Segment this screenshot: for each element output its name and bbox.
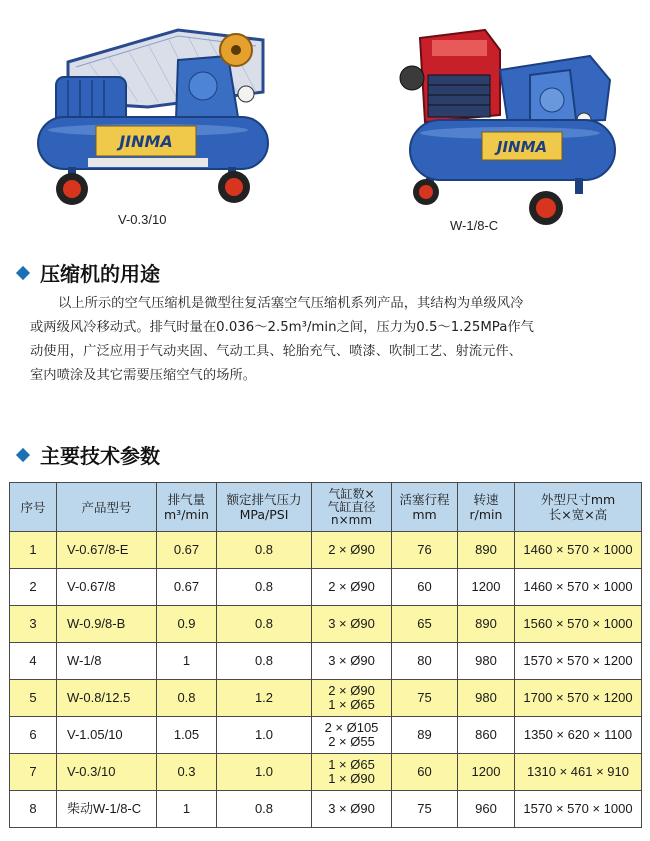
cell-size: 1700 × 570 × 1200: [515, 680, 642, 717]
usage-line-1: 以上所示的空气压缩机是微型往复活塞空气压缩机系列产品，其结构为单级风冷: [58, 296, 524, 311]
cell-speed: 890: [458, 606, 515, 643]
cell-speed: 980: [458, 643, 515, 680]
cell-model: V-0.3/10: [57, 754, 157, 791]
usage-line-3: 动使用，广泛应用于气动夹固、气动工具、轮胎充气、喷漆、吹制工艺、射流元件、: [30, 344, 522, 359]
cell-speed: 1200: [458, 754, 515, 791]
diamond-bullet-icon: [16, 447, 30, 461]
cell-size: 1350 × 620 × 1100: [515, 717, 642, 754]
table-row: [10, 606, 642, 643]
cell-model: 柴动W-1/8-C: [57, 791, 157, 828]
cell-speed: 980: [458, 680, 515, 717]
cell-speed: 890: [458, 532, 515, 569]
table-row: [10, 680, 642, 717]
cell-no: 8: [10, 791, 57, 828]
brand-logo-2: JINMA: [496, 138, 548, 156]
table-row: [10, 643, 642, 680]
usage-line-4: 室内喷涂及其它需要压缩空气的场所。: [30, 368, 257, 383]
cell-no: 5: [10, 680, 57, 717]
cell-stroke: 80: [392, 643, 458, 680]
cell-cyl: 3 × Ø90: [312, 791, 392, 828]
cell-flow: 1: [157, 791, 217, 828]
cell-flow: 1.05: [157, 717, 217, 754]
cell-model: W-0.8/12.5: [57, 680, 157, 717]
cell-no: 1: [10, 532, 57, 569]
cell-stroke: 60: [392, 569, 458, 606]
cell-stroke: 65: [392, 606, 458, 643]
cell-size: 1570 × 570 × 1000: [515, 791, 642, 828]
cell-cyl: 2 × Ø90: [312, 532, 392, 569]
cell-size: 1310 × 461 × 910: [515, 754, 642, 791]
col-header-model: 产品型号: [57, 483, 157, 532]
col-header-speed: 转速 r/min: [458, 483, 515, 532]
spec-table: [9, 482, 642, 828]
usage-line-2: 或两级风冷移动式。排气时量在0.036～2.5m³/min之间，压力为0.5～1.25MPa作气: [30, 320, 534, 335]
cell-pressure: 0.8: [217, 643, 312, 680]
specs-heading: [18, 440, 160, 469]
cell-model: V-0.67/8: [57, 569, 157, 606]
cell-pressure: 1.0: [217, 717, 312, 754]
cell-flow: 0.67: [157, 569, 217, 606]
usage-paragraph: [30, 292, 622, 388]
cell-pressure: 0.8: [217, 569, 312, 606]
table-row: [10, 717, 642, 754]
compressor-w18c-photo: [390, 20, 626, 230]
cell-pressure: 1.0: [217, 754, 312, 791]
cell-flow: 0.3: [157, 754, 217, 791]
table-row: [10, 754, 642, 791]
col-header-cylinder: 气缸数× 气缸直径 n×mm: [312, 483, 392, 532]
col-header-no: 序号: [10, 483, 57, 532]
cell-flow: 0.67: [157, 532, 217, 569]
cell-cyl: 2 × Ø90 1 × Ø65: [312, 680, 392, 717]
cell-stroke: 60: [392, 754, 458, 791]
brand-logo-1: JINMA: [119, 132, 173, 151]
diamond-bullet-icon: [16, 265, 30, 279]
usage-heading: [18, 258, 160, 287]
cell-no: 3: [10, 606, 57, 643]
cell-no: 2: [10, 569, 57, 606]
cell-model: W-1/8: [57, 643, 157, 680]
compressor-v03-caption: V-0.3/10: [118, 212, 167, 227]
cell-no: 7: [10, 754, 57, 791]
cell-stroke: 76: [392, 532, 458, 569]
cell-flow: 0.9: [157, 606, 217, 643]
cell-cyl: 3 × Ø90: [312, 606, 392, 643]
cell-cyl: 3 × Ø90: [312, 643, 392, 680]
table-row: [10, 532, 642, 569]
cell-cyl: 2 × Ø90: [312, 569, 392, 606]
cell-pressure: 0.8: [217, 606, 312, 643]
cell-speed: 860: [458, 717, 515, 754]
cell-model: W-0.9/8-B: [57, 606, 157, 643]
col-header-pressure: 额定排气压力 MPa/PSI: [217, 483, 312, 532]
col-header-flow: 排气量 m³/min: [157, 483, 217, 532]
cell-stroke: 75: [392, 680, 458, 717]
cell-size: 1570 × 570 × 1200: [515, 643, 642, 680]
col-header-size: 外型尺寸mm 长×宽×高: [515, 483, 642, 532]
col-header-stroke: 活塞行程 mm: [392, 483, 458, 532]
cell-no: 4: [10, 643, 57, 680]
spec-table-body: [10, 532, 642, 828]
specs-title: 主要技术参数: [40, 444, 160, 468]
cell-model: V-1.05/10: [57, 717, 157, 754]
cell-no: 6: [10, 717, 57, 754]
usage-title: 压缩机的用途: [40, 262, 160, 286]
cell-flow: 0.8: [157, 680, 217, 717]
cell-stroke: 89: [392, 717, 458, 754]
cell-cyl: 2 × Ø105 2 × Ø55: [312, 717, 392, 754]
cell-pressure: 1.2: [217, 680, 312, 717]
table-row: [10, 569, 642, 606]
compressor-v03-photo: [28, 22, 290, 212]
cell-stroke: 75: [392, 791, 458, 828]
cell-size: 1460 × 570 × 1000: [515, 569, 642, 606]
table-row: [10, 791, 642, 828]
cell-speed: 960: [458, 791, 515, 828]
cell-flow: 1: [157, 643, 217, 680]
cell-cyl: 1 × Ø65 1 × Ø90: [312, 754, 392, 791]
cell-pressure: 0.8: [217, 532, 312, 569]
cell-size: 1560 × 570 × 1000: [515, 606, 642, 643]
cell-model: V-0.67/8-E: [57, 532, 157, 569]
cell-speed: 1200: [458, 569, 515, 606]
cell-size: 1460 × 570 × 1000: [515, 532, 642, 569]
cell-pressure: 0.8: [217, 791, 312, 828]
compressor-w18c-caption: W-1/8-C: [450, 218, 499, 233]
spec-table-header: [10, 483, 642, 532]
